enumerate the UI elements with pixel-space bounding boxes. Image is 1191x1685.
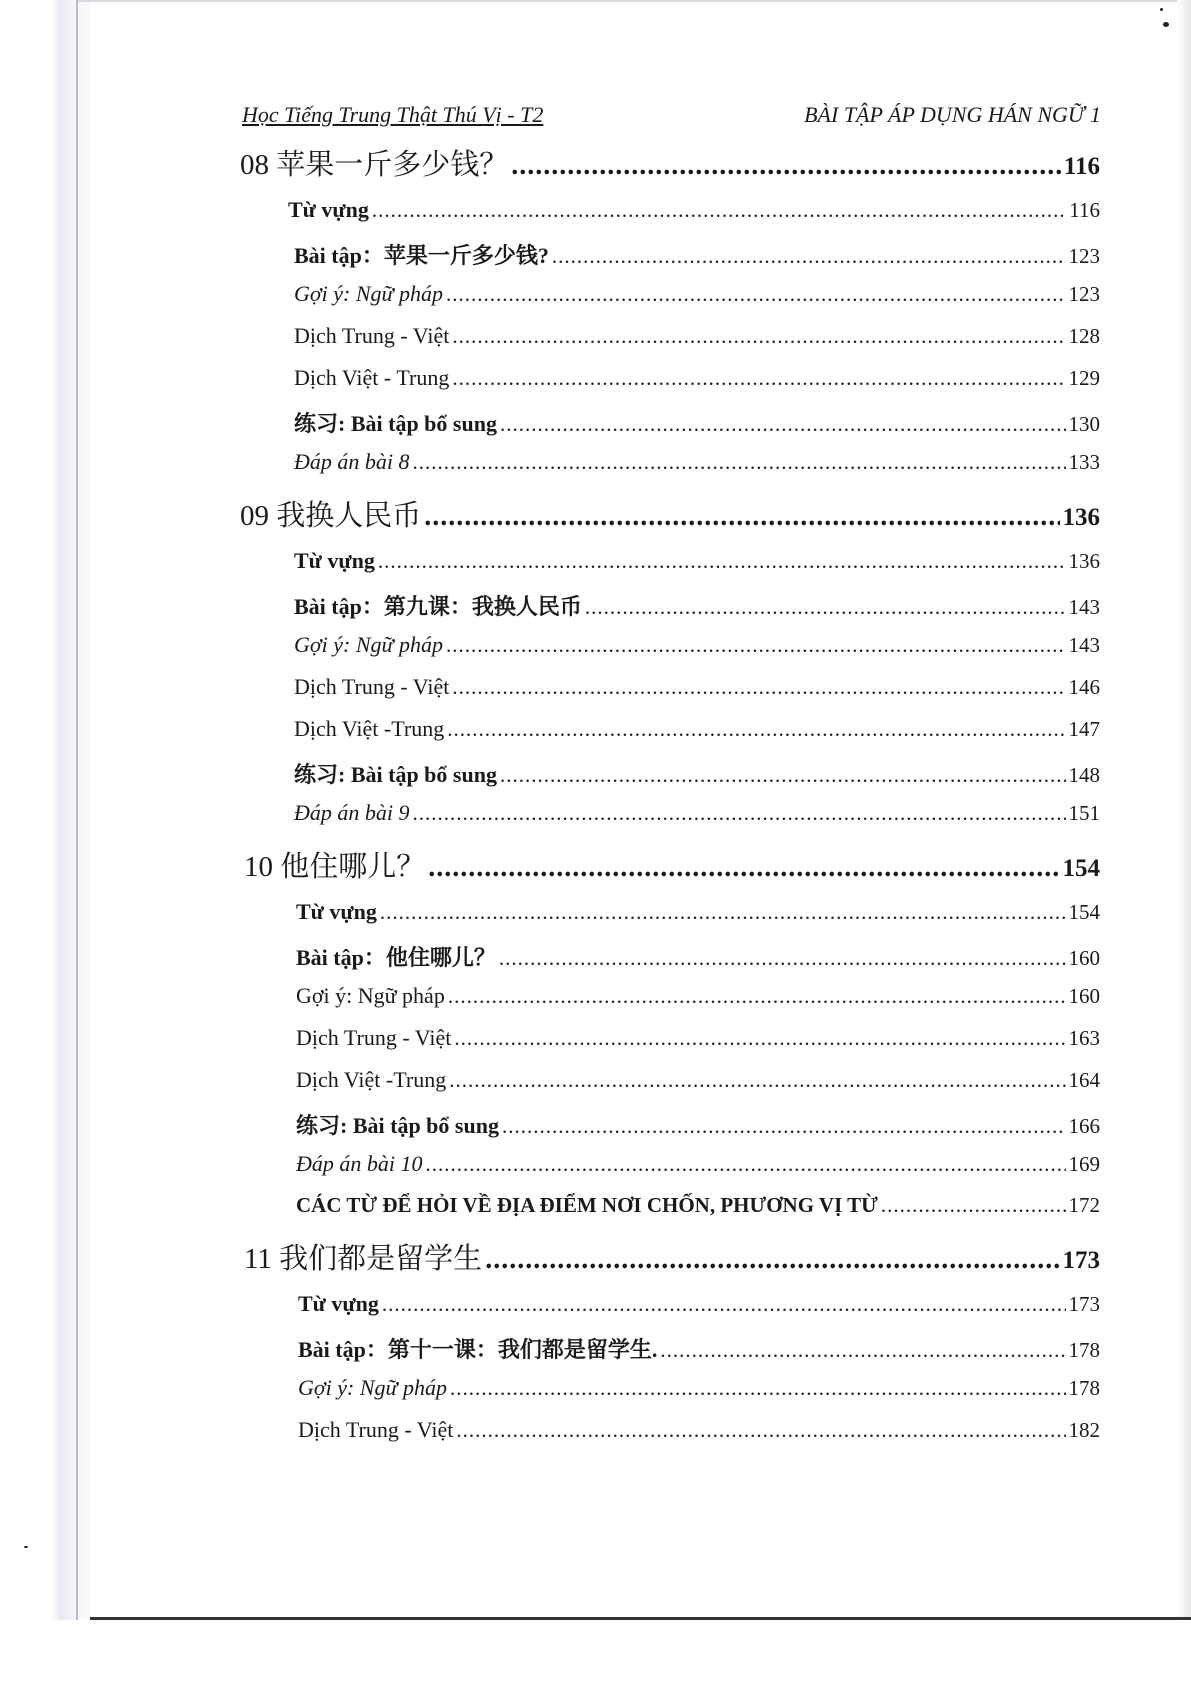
scan-speck [1163, 22, 1169, 27]
toc-label: 练习: Bài tập bổ sung [294, 411, 497, 436]
toc-label: 09 我换人民币 [240, 500, 422, 532]
toc-page-number: 160 [1068, 984, 1100, 1008]
toc-entry[interactable] [296, 1025, 1100, 1051]
dot-leader [452, 675, 1065, 700]
toc-entry[interactable] [294, 716, 1100, 742]
toc-entry[interactable] [296, 983, 1100, 1009]
toc-entry[interactable] [288, 197, 1100, 223]
toc-label: Từ vựng [296, 899, 377, 924]
toc-label: Từ vựng [298, 1291, 379, 1316]
toc-entry[interactable] [298, 1333, 1100, 1364]
dot-leader [660, 1338, 1065, 1363]
toc-page-number: 160 [1068, 946, 1100, 970]
toc-entry[interactable] [296, 899, 1100, 925]
dot-leader [552, 244, 1066, 269]
toc-entry[interactable] [298, 1375, 1100, 1401]
dot-leader [446, 282, 1065, 307]
scan-right-shadow [1177, 0, 1191, 1620]
toc-page-number: 123 [1068, 244, 1100, 268]
toc-page-number: 154 [1062, 855, 1100, 882]
toc-entry[interactable] [296, 1109, 1100, 1140]
scan-top-edge [78, 0, 1191, 2]
dot-leader [413, 801, 1066, 826]
dot-leader [456, 1418, 1065, 1443]
toc-label: Bài tập：苹果一斤多少钱? [294, 243, 549, 268]
dot-leader [511, 150, 1061, 182]
toc-entry[interactable] [294, 323, 1100, 349]
toc-page-number: 116 [1069, 198, 1100, 222]
toc-label: Gợi ý: Ngữ pháp [294, 281, 444, 306]
toc-label: Gợi ý: Ngữ pháp [298, 1375, 448, 1400]
toc-page-number: 166 [1068, 1114, 1100, 1138]
toc-entry[interactable] [294, 407, 1100, 438]
section-title: BÀI TẬP ÁP DỤNG HÁN NGỮ 1 [804, 102, 1101, 127]
toc-page-number: 164 [1068, 1068, 1100, 1092]
toc-page-number: 128 [1068, 324, 1100, 348]
toc-label: Dịch Việt - Trung [294, 365, 450, 390]
toc-label: 10 他住哪儿？ [244, 851, 426, 883]
toc-page-number: 123 [1068, 282, 1100, 306]
toc-page-number: 182 [1068, 1418, 1100, 1442]
toc-label: Dịch Trung - Việt [298, 1417, 454, 1442]
toc-label: Đáp án bài 8 [294, 449, 410, 474]
dot-leader [378, 549, 1066, 574]
toc-entry[interactable] [294, 590, 1100, 621]
toc-entry[interactable] [294, 239, 1100, 270]
toc-page-number: 169 [1068, 1152, 1100, 1176]
dot-leader [413, 450, 1066, 475]
scan-speck [24, 1546, 28, 1548]
toc-entry[interactable] [296, 1067, 1100, 1093]
toc-label: Bài tập：第十一课：我们都是留学生. [298, 1337, 658, 1362]
toc-label: 练习: Bài tập bổ sung [294, 762, 497, 787]
toc-page-number: 133 [1068, 450, 1100, 474]
toc-chapter-08[interactable] [240, 142, 1100, 183]
toc-page-number: 147 [1068, 717, 1100, 741]
toc-page-number: 148 [1068, 763, 1100, 787]
dot-leader [447, 717, 1065, 742]
toc-entry[interactable] [298, 1291, 1100, 1317]
toc-label: Từ vựng [288, 197, 369, 222]
toc-page-number: 143 [1068, 633, 1100, 657]
dot-leader [372, 198, 1066, 223]
dot-leader [452, 324, 1065, 349]
toc-label: Dịch Việt -Trung [296, 1067, 447, 1092]
dot-leader [448, 984, 1066, 1009]
toc-page-number: 116 [1063, 153, 1100, 180]
dot-leader [424, 501, 1059, 533]
toc-page-number: 151 [1068, 801, 1100, 825]
toc-entry[interactable] [296, 1193, 1100, 1218]
scan-left-edge [76, 0, 78, 1620]
scan-bottom-margin [0, 1620, 1191, 1685]
toc-label: Gợi ý: Ngữ pháp [296, 983, 445, 1008]
dot-leader [500, 412, 1066, 437]
dot-leader [500, 763, 1066, 788]
dot-leader [585, 595, 1066, 620]
dot-leader [454, 1026, 1065, 1051]
dot-leader [449, 1068, 1065, 1093]
dot-leader [452, 366, 1065, 391]
dot-leader [499, 946, 1066, 971]
dot-leader [382, 1292, 1066, 1317]
toc-label: Đáp án bài 9 [294, 800, 410, 825]
dot-leader [428, 852, 1059, 884]
toc-page-number: 154 [1068, 900, 1100, 924]
toc-label: Dịch Trung - Việt [296, 1025, 452, 1050]
toc-page-number: 136 [1062, 504, 1100, 531]
toc-entry[interactable] [296, 941, 1100, 972]
toc-entry[interactable] [298, 1417, 1100, 1443]
dot-leader [485, 1244, 1059, 1276]
toc-label: 11 我们都是留学生 [244, 1243, 483, 1275]
toc-label: Dịch Việt -Trung [294, 716, 445, 741]
toc-label: Gợi ý: Ngữ pháp [294, 632, 444, 657]
toc-page-number: 173 [1068, 1292, 1100, 1316]
toc-page-number: 172 [1068, 1193, 1100, 1217]
toc-chapter-11[interactable] [244, 1236, 1100, 1277]
toc-page-number: 136 [1068, 549, 1100, 573]
dot-leader [426, 1152, 1066, 1177]
toc-label: Đáp án bài 10 [296, 1151, 423, 1176]
toc-page-number: 178 [1068, 1376, 1100, 1400]
toc-entry[interactable] [294, 548, 1100, 574]
dot-leader [881, 1193, 1066, 1218]
toc-label: Bài tập：第九课：我换人民币 [294, 594, 582, 619]
toc-entry[interactable] [296, 1151, 1100, 1177]
toc-entry[interactable] [294, 449, 1100, 475]
dot-leader [502, 1114, 1066, 1139]
toc-entry[interactable] [294, 365, 1100, 391]
toc-label: Dịch Trung - Việt [294, 323, 450, 348]
toc-label: CÁC TỪ ĐỂ HỎI VỀ ĐỊA ĐIỂM NƠI CHỐN, PHƯƠNG VỊ TỪ [296, 1193, 878, 1217]
scan-bottom-edge [90, 1617, 1191, 1620]
scan-speck [1160, 8, 1163, 11]
toc-entry[interactable] [294, 800, 1100, 826]
toc-label: Dịch Trung - Việt [294, 674, 450, 699]
toc-page-number: 173 [1062, 1247, 1100, 1274]
toc-chapter-10[interactable] [244, 844, 1100, 885]
toc-entry[interactable] [294, 281, 1100, 307]
toc-label: Từ vựng [294, 548, 375, 573]
toc-label: 练习: Bài tập bổ sung [296, 1113, 499, 1138]
toc-label: Bài tập：他住哪儿？ [296, 945, 496, 970]
toc-page-number: 178 [1068, 1338, 1100, 1362]
toc-entry[interactable] [294, 674, 1100, 700]
toc-entry[interactable] [294, 632, 1100, 658]
dot-leader [380, 900, 1066, 925]
toc-page-number: 163 [1068, 1026, 1100, 1050]
toc-page-number: 129 [1068, 366, 1100, 390]
toc-entry[interactable] [294, 758, 1100, 789]
dot-leader [450, 1376, 1065, 1401]
book-title: Học Tiếng Trung Thật Thú Vị - T2 [242, 102, 544, 127]
toc-page-number: 146 [1068, 675, 1100, 699]
toc-chapter-09[interactable] [240, 493, 1100, 534]
toc-label: 08 苹果一斤多少钱？ [240, 149, 509, 181]
running-header [242, 102, 1101, 130]
toc-page-number: 143 [1068, 595, 1100, 619]
toc-page-number: 130 [1068, 412, 1100, 436]
dot-leader [446, 633, 1065, 658]
